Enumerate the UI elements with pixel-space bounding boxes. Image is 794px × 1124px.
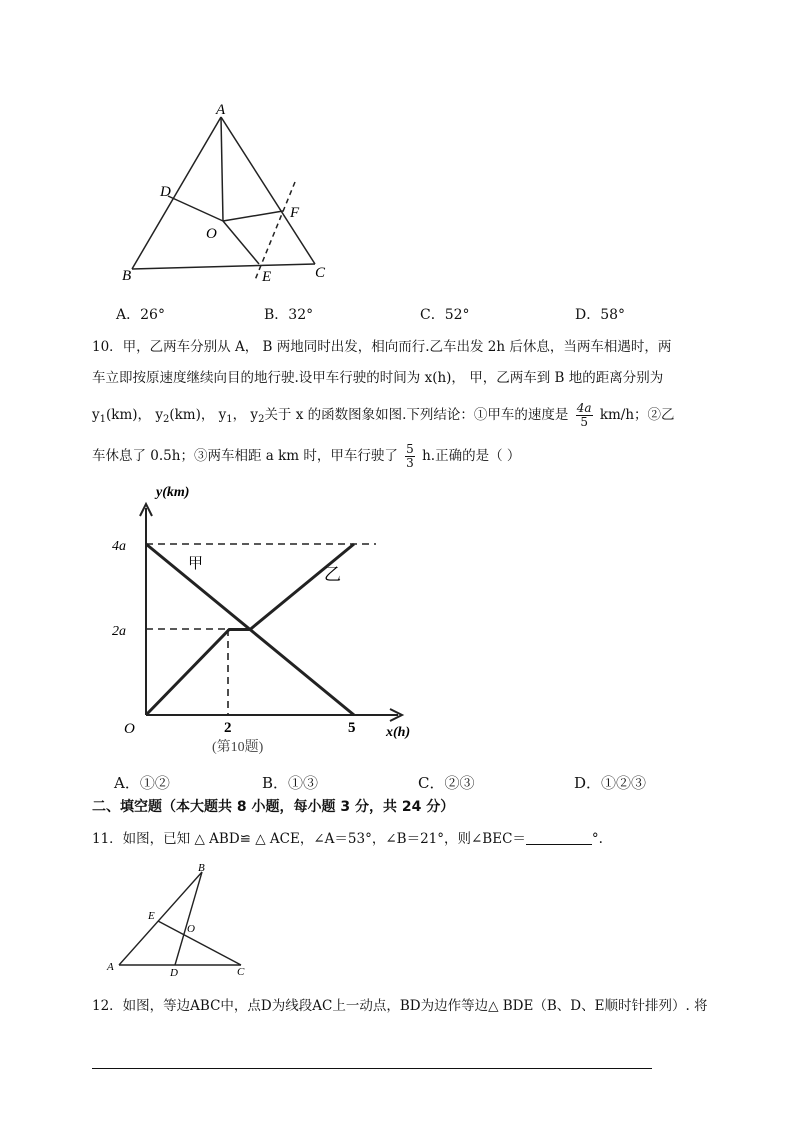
vertex-label-d: D	[160, 184, 171, 200]
footer-rule	[92, 1068, 652, 1069]
series-label-jia: 甲	[188, 556, 204, 572]
vertex-label-e: E	[262, 269, 272, 285]
q9-choice-a[interactable]: A．26°	[116, 307, 165, 323]
section-heading: 二、填空题（本大题共 8 小题，每小题 3 分，共 24 分）	[92, 799, 455, 815]
time-fraction: $\frac{5}{3}$	[406, 442, 414, 470]
vertex-label-o: O	[187, 923, 195, 935]
q10-line-1: 10．甲，乙两车分别从 A， B 两地同时出发，相向而行.乙车出发 2h 后休息，当两车相遇时，两	[92, 339, 672, 355]
vertex-label-c: C	[237, 966, 245, 978]
vertex-label-o: O	[206, 226, 217, 242]
x-tick-2: 2	[224, 720, 232, 736]
x-axis-label: x(h)	[386, 725, 411, 740]
distance-time-graph-q10	[100, 480, 420, 765]
q10-line-4: 车休息了 0.5h；③两车相距 a km 时，甲车行驶了 $\frac{5}{3}$ h.正确的是（ ）	[92, 442, 521, 470]
q9-choices	[0, 304, 794, 324]
vertex-label-b: B	[122, 268, 132, 284]
vertex-label-e: E	[148, 910, 155, 922]
y-tick-4a: 4a	[112, 539, 126, 554]
vertex-label-a: A	[107, 961, 114, 973]
q9-choice-c[interactable]: C．52°	[420, 307, 470, 323]
q10-choice-a[interactable]: A．①②	[114, 774, 170, 792]
q12-text: 12．如图，等边ABC中，点D为线段AC上一动点，BD为边作等边△ BDE（B、D、E顺时针排列）. 将	[92, 998, 708, 1014]
y-tick-2a: 2a	[112, 624, 126, 639]
vertex-label-b: B	[198, 862, 205, 874]
q10-choice-b[interactable]: B．①③	[262, 774, 319, 792]
q10-choice-d[interactable]: D．①②③	[574, 774, 647, 792]
vertex-label-f: F	[290, 205, 300, 221]
q11-text: 11．如图，已知 △ ABD≌ △ ACE，∠A＝53°，∠B＝21°，则∠BEC＝ °.	[92, 831, 603, 847]
q10-line-3: $y_1(km)$， $y_2(km)$， $y_1$， $y_2$关于 x 的函数图象如图.下列结论：①甲车的速度是 $\frac{4a}{5}$ km/h；②乙	[92, 401, 675, 429]
triangle-figure-q11	[105, 858, 265, 980]
q10-choices	[0, 772, 794, 792]
series-label-yi: 乙	[324, 565, 341, 584]
origin-label: O	[124, 721, 135, 737]
vertex-label-c: C	[315, 265, 326, 281]
x-tick-5: 5	[348, 720, 356, 736]
q10-line-2: 车立即按原速度继续向目的地行驶.设甲车行驶的时间为 x(h)， 甲，乙两车到 B 地的距离分别为	[92, 370, 664, 386]
vertex-label-d: D	[170, 967, 178, 979]
q9-choice-d[interactable]: D．58°	[575, 307, 626, 323]
y-axis-label: y(km)	[156, 485, 190, 500]
q10-choice-c[interactable]: C．②③	[418, 774, 475, 792]
triangle-figure-q9	[110, 100, 350, 290]
answer-blank-q11[interactable]	[526, 830, 592, 845]
speed-fraction: $\frac{4a}{5}$	[576, 401, 592, 429]
vertex-label-a: A	[216, 102, 226, 118]
graph-caption: (第10题)	[212, 740, 264, 755]
q9-choice-b[interactable]: B．32°	[264, 307, 314, 323]
